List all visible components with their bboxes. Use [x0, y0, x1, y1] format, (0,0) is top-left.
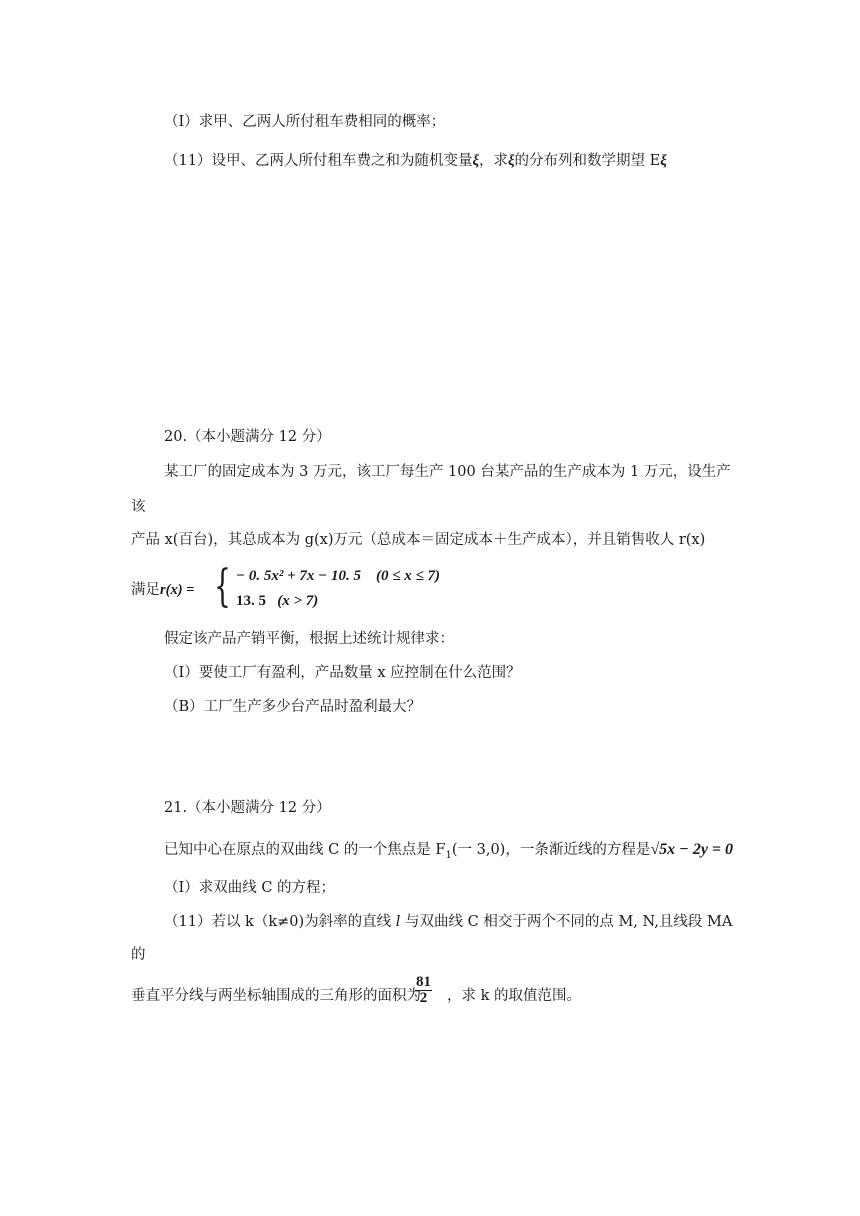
- q21-part1: （I）求双曲线 C 的方程；: [164, 880, 336, 896]
- q21-header: 21.（本小题满分 12 分）: [164, 800, 331, 816]
- brace-symbol: {: [214, 561, 231, 612]
- q19-part2: [164, 151, 667, 171]
- focus-subscript: 1: [445, 849, 452, 861]
- q19-part2-suffix: 的分布列和数学期望 E: [514, 153, 661, 169]
- q20-line1-wrap: 该: [131, 499, 146, 515]
- xi-symbol: ξ: [660, 153, 667, 169]
- q21-line1-b: (一 3,0)，一条渐近线的方程是: [451, 842, 651, 858]
- fraction-denominator: 2: [419, 990, 428, 1006]
- q19-part1: （I）求甲、乙两人所付租车费相同的概率；: [164, 114, 446, 130]
- q20-header: 20.（本小题满分 12 分）: [164, 429, 331, 445]
- line-l-symbol: l: [395, 914, 401, 930]
- q19-part2-prefix: （11）设甲、乙两人所付租车费之和为随机变量: [164, 153, 473, 169]
- q21-line1-a: 已知中心在原点的双曲线 C 的一个焦点是 F: [164, 842, 446, 858]
- case1-expression: − 0. 5x² + 7x − 10. 5: [236, 568, 361, 584]
- q20-part2: （B）工厂生产多少台产品时盈利最大？: [164, 699, 422, 715]
- case2-condition: (x > 7): [277, 593, 319, 609]
- q20-part1: （I）要使工厂有盈利，产品数量 x 应控制在什么范围？: [164, 665, 521, 681]
- q21-part2: [164, 912, 732, 932]
- q21-part2-wrap: 的: [131, 947, 146, 963]
- q21-part2-b: 与双曲线 C 相交于两个不同的点 M, N,且线段 MA: [405, 914, 733, 930]
- q20-line1: 某工厂的固定成本为 3 万元，该工厂每生产 100 台某产品的生产成本为 1 万元，设生产: [164, 464, 731, 480]
- xi-symbol: ξ: [472, 153, 479, 169]
- q21-line3: [131, 986, 581, 1006]
- q20-satisfy: [131, 580, 194, 600]
- satisfy-label: 满足: [131, 582, 160, 598]
- case-2: [236, 593, 318, 610]
- q21-line3-b: ，求 k 的取值范围。: [447, 988, 582, 1004]
- q20-assume: 假定该产品产销平衡，根据上述统计规律求：: [164, 631, 454, 647]
- case2-expression: 13. 5: [236, 593, 266, 609]
- asymptote-equation: √5x − 2y = 0: [650, 841, 734, 858]
- q20-line2: 产品 x(百台)，其总成本为 g(x)万元（总成本＝固定成本＋生产成本），并且销售收人 r(x): [131, 532, 706, 548]
- case1-condition: (0 ≤ x ≤ 7): [375, 568, 440, 584]
- q21-part2-a: （11）若以 k（k≠0)为斜率的直线: [164, 914, 392, 930]
- piecewise-function: [214, 561, 514, 617]
- q21-line1: [164, 840, 733, 866]
- fraction-numerator: 81: [416, 974, 431, 990]
- area-fraction: [415, 975, 432, 1006]
- function-lhs: r(x) =: [160, 582, 195, 598]
- q19-part2-mid: ，求: [478, 153, 508, 169]
- q21-line3-a: 垂直平分线与两坐标轴围成的三角形的面积为: [131, 988, 421, 1004]
- xi-symbol: ξ: [507, 153, 515, 169]
- case-1: [236, 568, 440, 585]
